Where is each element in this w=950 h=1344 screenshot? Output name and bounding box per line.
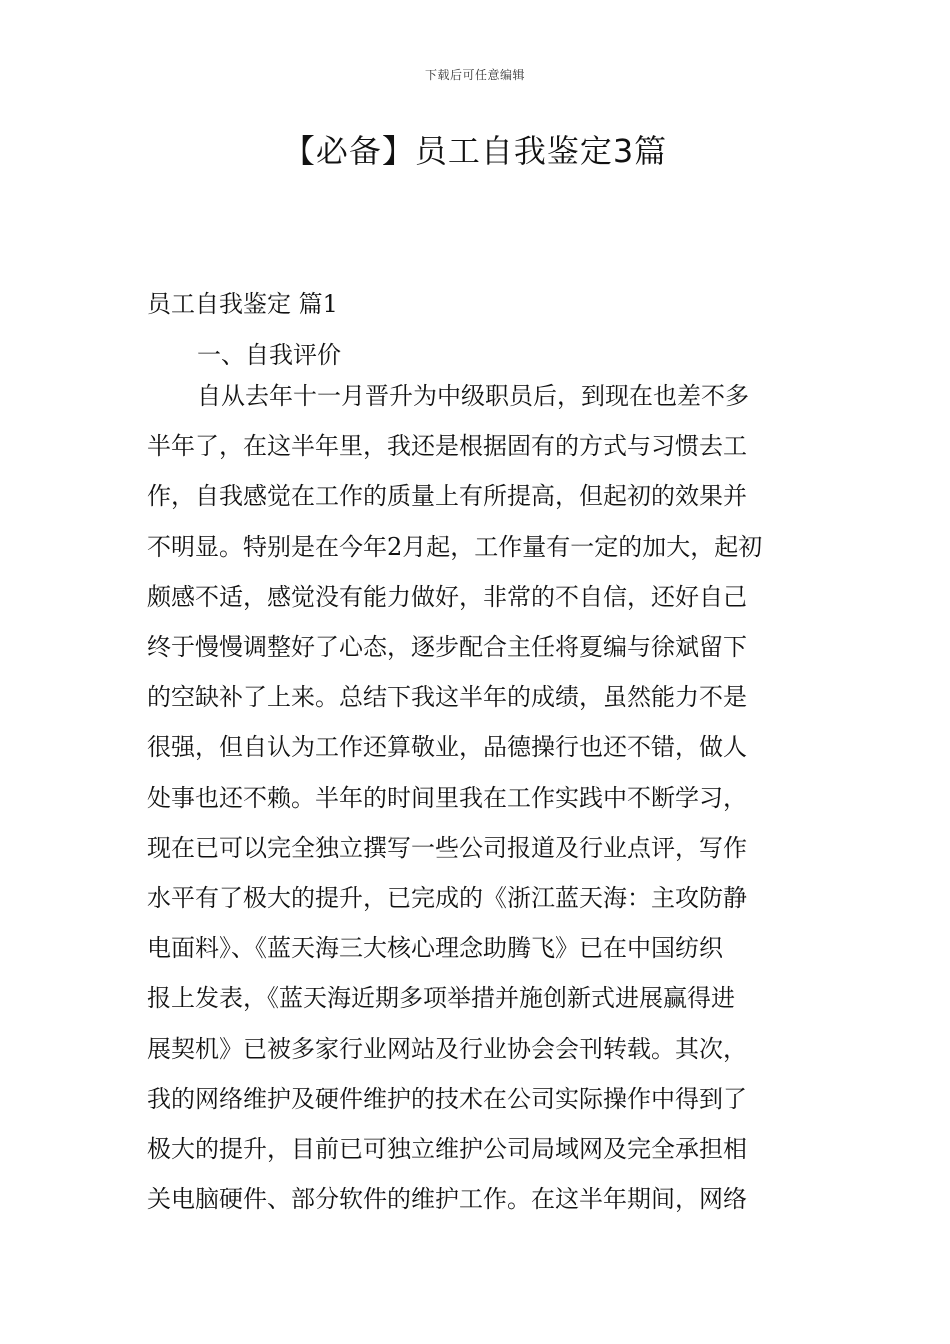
paragraph-line: 半年了，在这半年里，我还是根据固有的方式与习惯去工 xyxy=(147,432,747,460)
paragraph-line: 展契机》已被多家行业网站及行业协会会刊转载。其次， xyxy=(147,1035,747,1063)
document-title: 【必备】员工自我鉴定3篇 xyxy=(282,132,668,170)
paragraph-line: 极大的提升，目前已可独立维护公司局域网及完全承担相 xyxy=(147,1135,747,1163)
section-heading: 员工自我鉴定 篇1 xyxy=(147,290,338,318)
paragraph-line: 报上发表，《蓝天海近期多项举措并施创新式进展赢得进 xyxy=(147,984,735,1012)
sub-heading: 一、自我评价 xyxy=(197,341,341,369)
paragraph-line: 作，自我感觉在工作的质量上有所提高，但起初的效果并 xyxy=(147,482,747,510)
paragraph-line: 关电脑硬件、部分软件的维护工作。在这半年期间，网络 xyxy=(147,1185,747,1213)
paragraph-line: 很强，但自认为工作还算敬业，品德操行也还不错，做人 xyxy=(147,733,747,761)
paragraph-line: 现在已可以完全独立撰写一些公司报道及行业点评，写作 xyxy=(147,834,747,862)
paragraph-line: 水平有了极大的提升，已完成的《浙江蓝天海：主攻防静 xyxy=(147,884,747,912)
paragraph-line: 自从去年十一月晋升为中级职员后，到现在也差不多 xyxy=(197,382,749,410)
body-paragraph xyxy=(147,384,812,1237)
paragraph-line: 颇感不适，感觉没有能力做好，非常的不自信，还好自己 xyxy=(147,583,747,611)
paragraph-line: 处事也还不赖。半年的时间里我在工作实践中不断学习， xyxy=(147,784,747,812)
paragraph-line: 的空缺补了上来。总结下我这半年的成绩，虽然能力不是 xyxy=(147,683,747,711)
paragraph-line: 终于慢慢调整好了心态，逐步配合主任将夏编与徐斌留下 xyxy=(147,633,747,661)
header-note: 下载后可任意编辑 xyxy=(424,68,525,82)
paragraph-line: 电面料》、《蓝天海三大核心理念助腾飞》已在中国纺织 xyxy=(147,934,723,962)
paragraph-line: 我的网络维护及硬件维护的技术在公司实际操作中得到了 xyxy=(147,1085,747,1113)
paragraph-line: 不明显。特别是在今年2月起，工作量有一定的加大，起初 xyxy=(147,533,763,561)
